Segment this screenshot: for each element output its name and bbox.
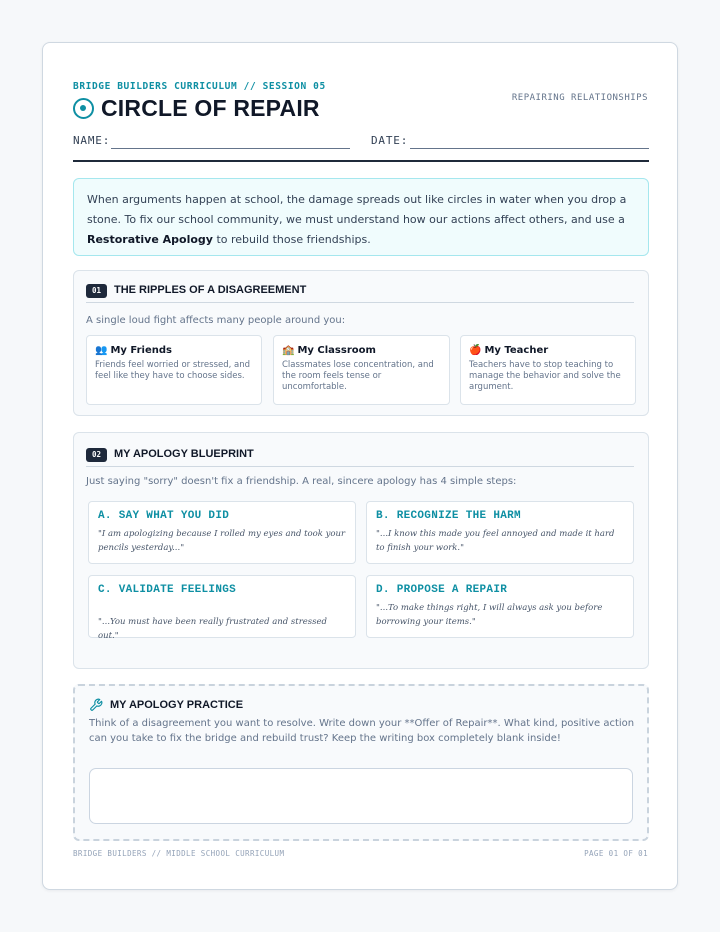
apology-blueprint-section bbox=[73, 432, 649, 669]
people-icon: 👥 bbox=[95, 345, 108, 356]
intro-text-start: When arguments happen at school, the damage spreads out like circles in water when you drop a stone. To fix our school community, we must understand how our actions affect others, and use a bbox=[87, 193, 627, 226]
worksheet-page bbox=[42, 42, 678, 890]
footer-page-number: PAGE 01 OF 01 bbox=[584, 849, 648, 858]
repair-writing-box[interactable] bbox=[89, 768, 633, 824]
wrench-icon bbox=[89, 698, 103, 712]
section-header bbox=[86, 281, 634, 303]
name-field[interactable] bbox=[111, 148, 350, 149]
section-subtitle: A single loud fight affects many people around you: bbox=[86, 315, 346, 326]
section-subtitle: Just saying "sorry" doesn't fix a friendship. A real, sincere apology has 4 simple steps: bbox=[86, 476, 517, 487]
step-quote: "...To make things right, I will always ask you before borrowing your items." bbox=[376, 603, 603, 627]
practice-instructions: Think of a disagreement you want to resolve. Write down your **Offer of Repair**. What kind, positive action can you take to fix the bridge and rebuild trust? Keep the writing box completely blank inside! bbox=[89, 718, 635, 744]
impact-card-friends bbox=[86, 335, 262, 405]
impact-card-description: Classmates lose concentration, and the room feels tense or uncomfortable. bbox=[282, 360, 434, 392]
apology-practice-section bbox=[73, 684, 649, 841]
step-title: A. SAY WHAT YOU DID bbox=[98, 510, 230, 522]
name-date-row bbox=[73, 134, 649, 156]
header-tagline: REPAIRING RELATIONSHIPS bbox=[511, 93, 648, 103]
impact-card-classroom bbox=[273, 335, 450, 405]
step-card-d bbox=[366, 575, 634, 638]
step-title: D. PROPOSE A REPAIR bbox=[376, 584, 508, 596]
step-title: B. RECOGNIZE THE HARM bbox=[376, 510, 521, 522]
intro-emphasis: Restorative Apology bbox=[87, 233, 213, 246]
intro-callout bbox=[73, 178, 649, 256]
ripples-section bbox=[73, 270, 649, 416]
date-field[interactable] bbox=[410, 148, 649, 149]
impact-card-label: My Friends bbox=[110, 345, 172, 356]
step-quote: "...I know this made you feel annoyed and made it hard to finish your work." bbox=[376, 529, 615, 553]
school-icon: 🏫 bbox=[282, 345, 295, 356]
section-number-badge: 02 bbox=[86, 448, 107, 462]
step-quote: "I am apologizing because I rolled my eyes and took your pencils yesterday..." bbox=[98, 529, 346, 553]
apple-icon: 🍎 bbox=[469, 345, 482, 356]
section-number-badge: 01 bbox=[86, 284, 107, 298]
impact-card-description: Teachers have to stop teaching to manage the behavior and solve the argument. bbox=[469, 360, 621, 392]
intro-text-end: to rebuild those friendships. bbox=[212, 233, 371, 246]
header-divider bbox=[73, 160, 649, 162]
curriculum-eyebrow: BRIDGE BUILDERS CURRICULUM // SESSION 05 bbox=[73, 81, 326, 92]
practice-title: MY APOLOGY PRACTICE bbox=[110, 699, 244, 711]
step-quote: "...You must have been really frustrated and stressed out." bbox=[98, 617, 327, 641]
target-circle-icon bbox=[73, 98, 94, 119]
impact-card-title bbox=[469, 345, 548, 356]
page-title: CIRCLE OF REPAIR bbox=[101, 95, 320, 121]
impact-card-description: Friends feel worried or stressed, and feel like they have to choose sides. bbox=[95, 360, 251, 381]
date-label: DATE: bbox=[371, 134, 409, 147]
impact-card-label: My Classroom bbox=[297, 345, 376, 356]
section-title: THE RIPPLES OF A DISAGREEMENT bbox=[114, 284, 307, 296]
section-title: MY APOLOGY BLUEPRINT bbox=[114, 448, 254, 460]
step-card-b bbox=[366, 501, 634, 564]
step-card-c bbox=[88, 575, 356, 641]
section-header bbox=[86, 445, 634, 467]
step-title: C. VALIDATE FEELINGS bbox=[98, 584, 237, 596]
impact-card-label: My Teacher bbox=[484, 345, 549, 356]
footer-curriculum: BRIDGE BUILDERS // MIDDLE SCHOOL CURRICULUM bbox=[73, 849, 285, 858]
name-label: NAME: bbox=[73, 134, 111, 147]
impact-card-title bbox=[282, 345, 376, 356]
title-row bbox=[73, 95, 320, 122]
step-card-a bbox=[88, 501, 356, 564]
impact-card-title bbox=[95, 345, 172, 356]
impact-card-teacher bbox=[460, 335, 636, 405]
